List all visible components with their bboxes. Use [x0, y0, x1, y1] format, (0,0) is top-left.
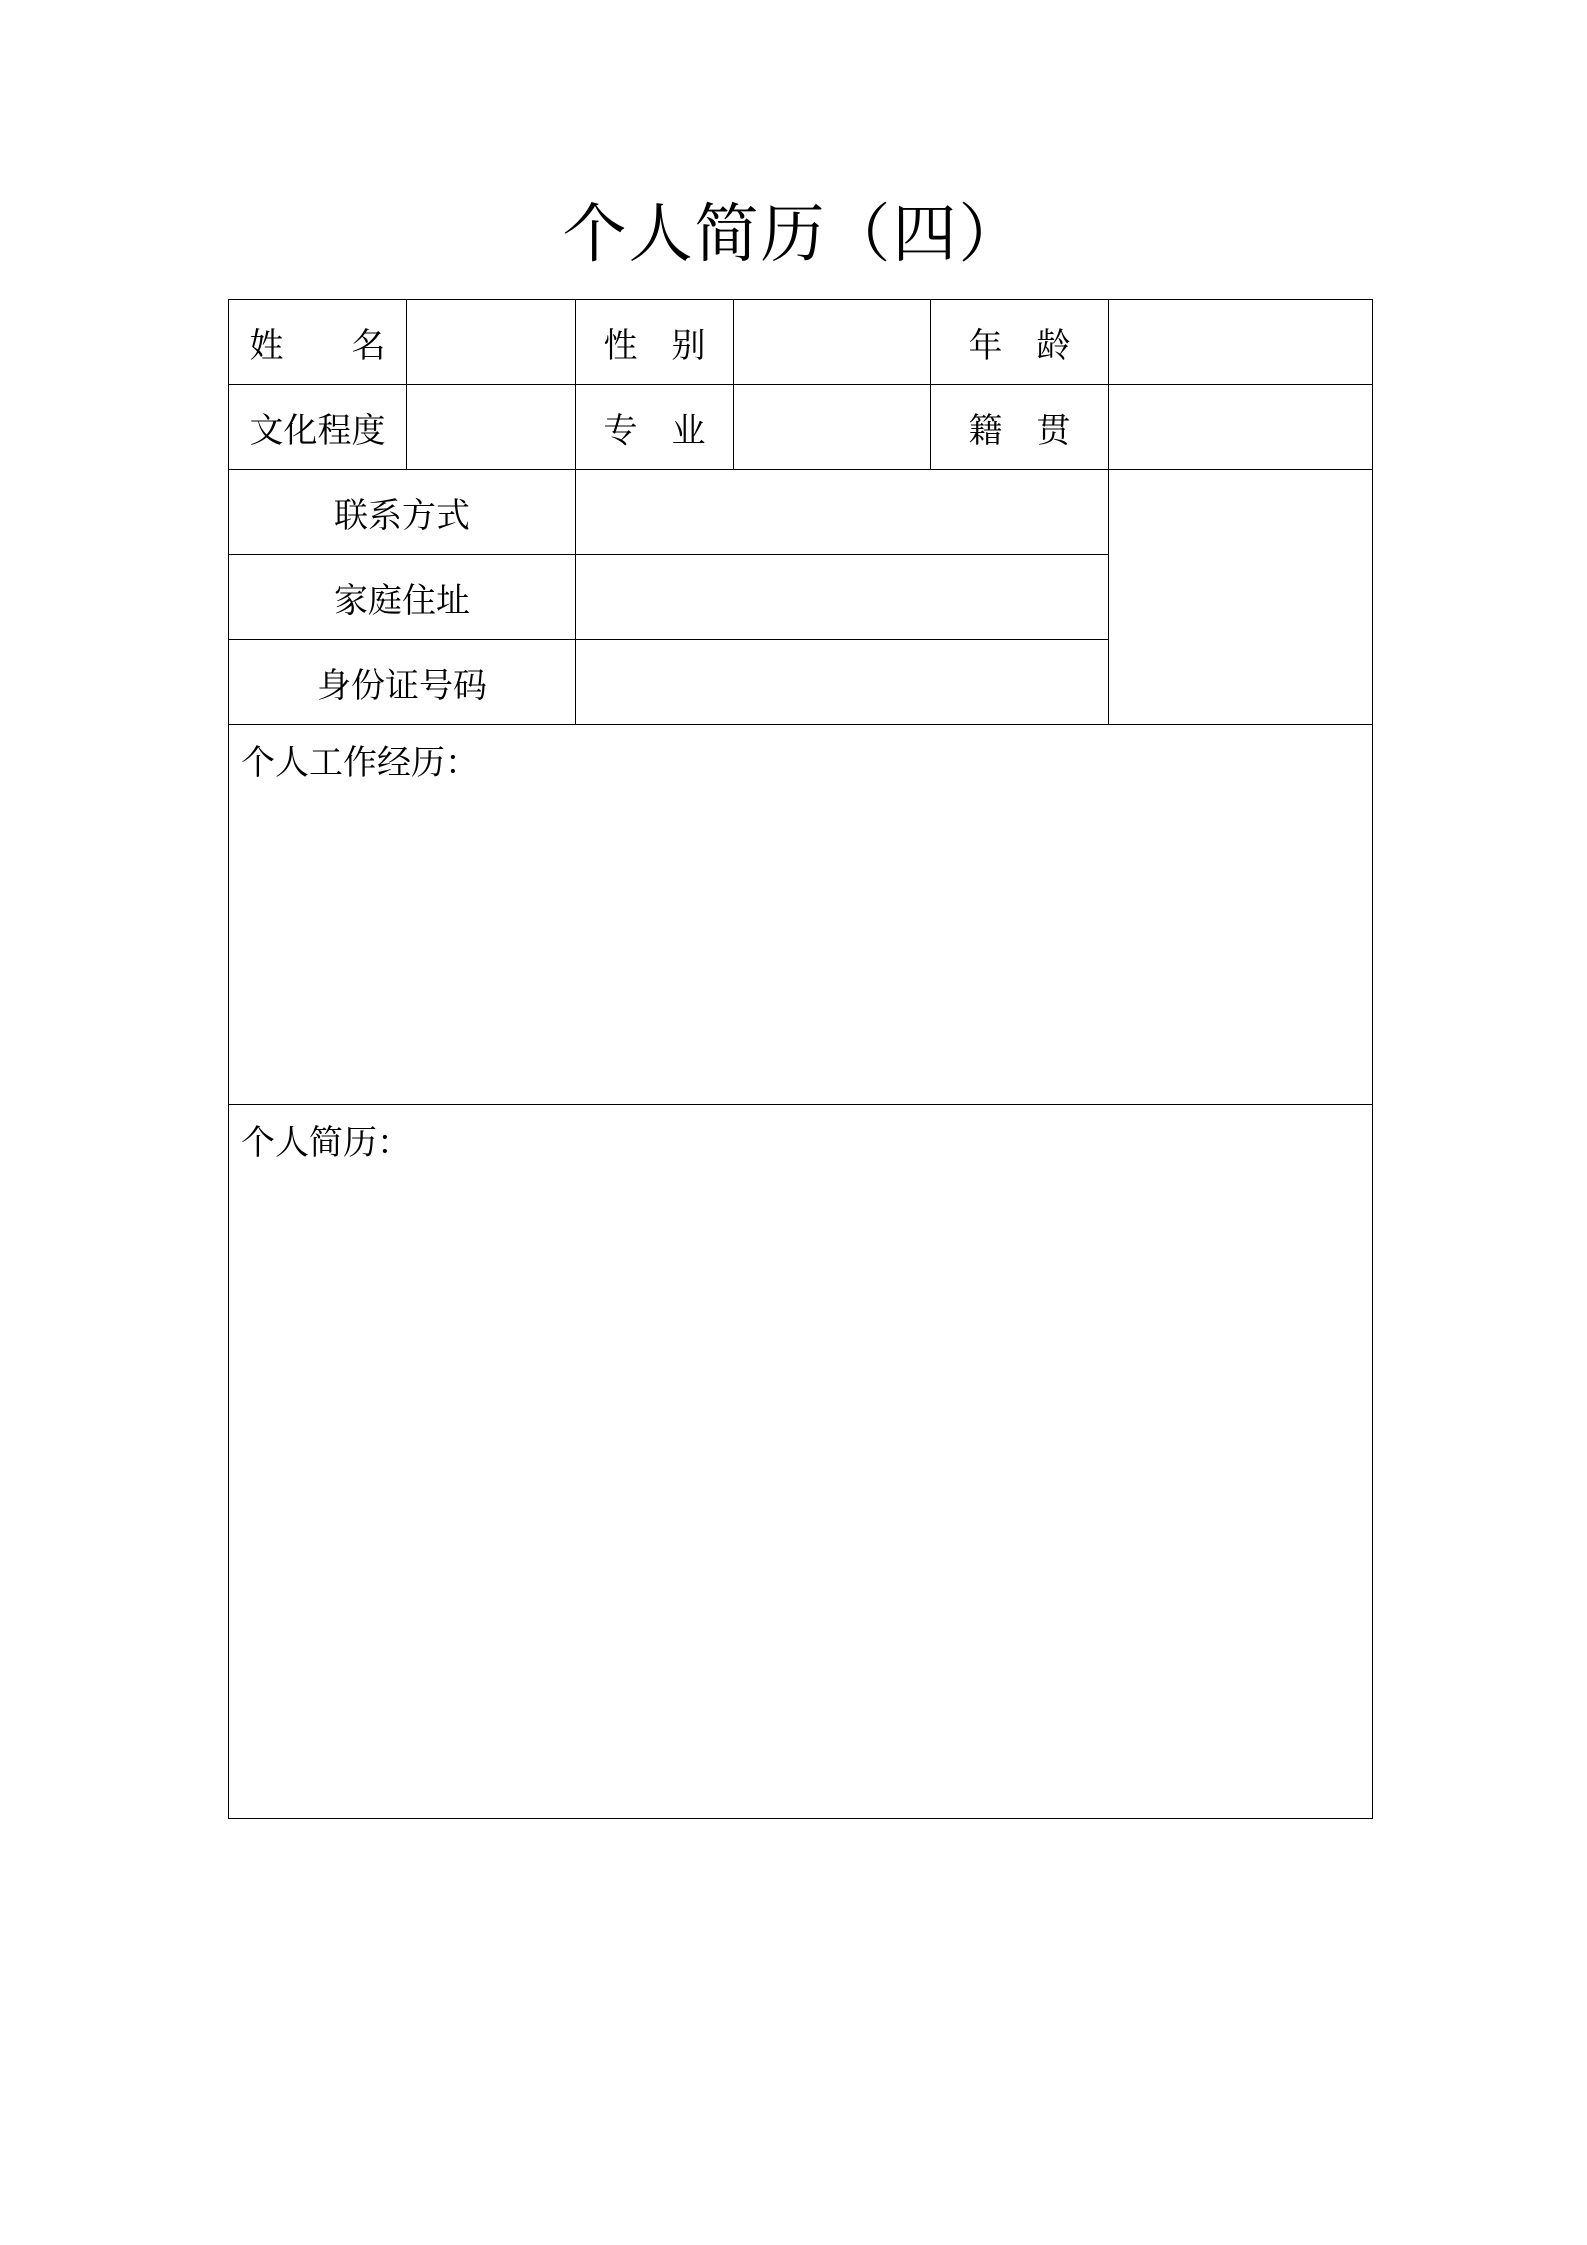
table-row	[229, 300, 1373, 385]
photo-box[interactable]	[1109, 470, 1373, 725]
contact-label: 联系方式	[229, 470, 576, 555]
address-field[interactable]	[576, 555, 1109, 640]
page-title: 个人简历（四）	[562, 198, 1025, 272]
age-field[interactable]	[1109, 300, 1373, 385]
resume-form-table	[228, 299, 1373, 1819]
contact-field[interactable]	[576, 470, 1109, 555]
table-row	[229, 1105, 1373, 1819]
gender-field[interactable]	[734, 300, 931, 385]
table-row	[229, 470, 1373, 555]
id-number-label: 身份证号码	[229, 640, 576, 725]
native-place-label: 籍 贯	[931, 385, 1109, 470]
name-field[interactable]	[407, 300, 576, 385]
table-row	[229, 385, 1373, 470]
resume-label: 个人简历：	[241, 1123, 411, 1163]
major-label: 专 业	[576, 385, 734, 470]
address-label: 家庭住址	[229, 555, 576, 640]
resume-section[interactable]	[229, 1105, 1373, 1819]
major-field[interactable]	[734, 385, 931, 470]
education-field[interactable]	[407, 385, 576, 470]
name-label: 姓 名	[229, 300, 407, 385]
id-number-field[interactable]	[576, 640, 1109, 725]
table-row	[229, 725, 1373, 1105]
education-label: 文化程度	[229, 385, 407, 470]
age-label: 年 龄	[931, 300, 1109, 385]
native-place-field[interactable]	[1109, 385, 1373, 470]
work-experience-section[interactable]	[229, 725, 1373, 1105]
gender-label: 性 别	[576, 300, 734, 385]
work-experience-label: 个人工作经历：	[241, 743, 479, 783]
